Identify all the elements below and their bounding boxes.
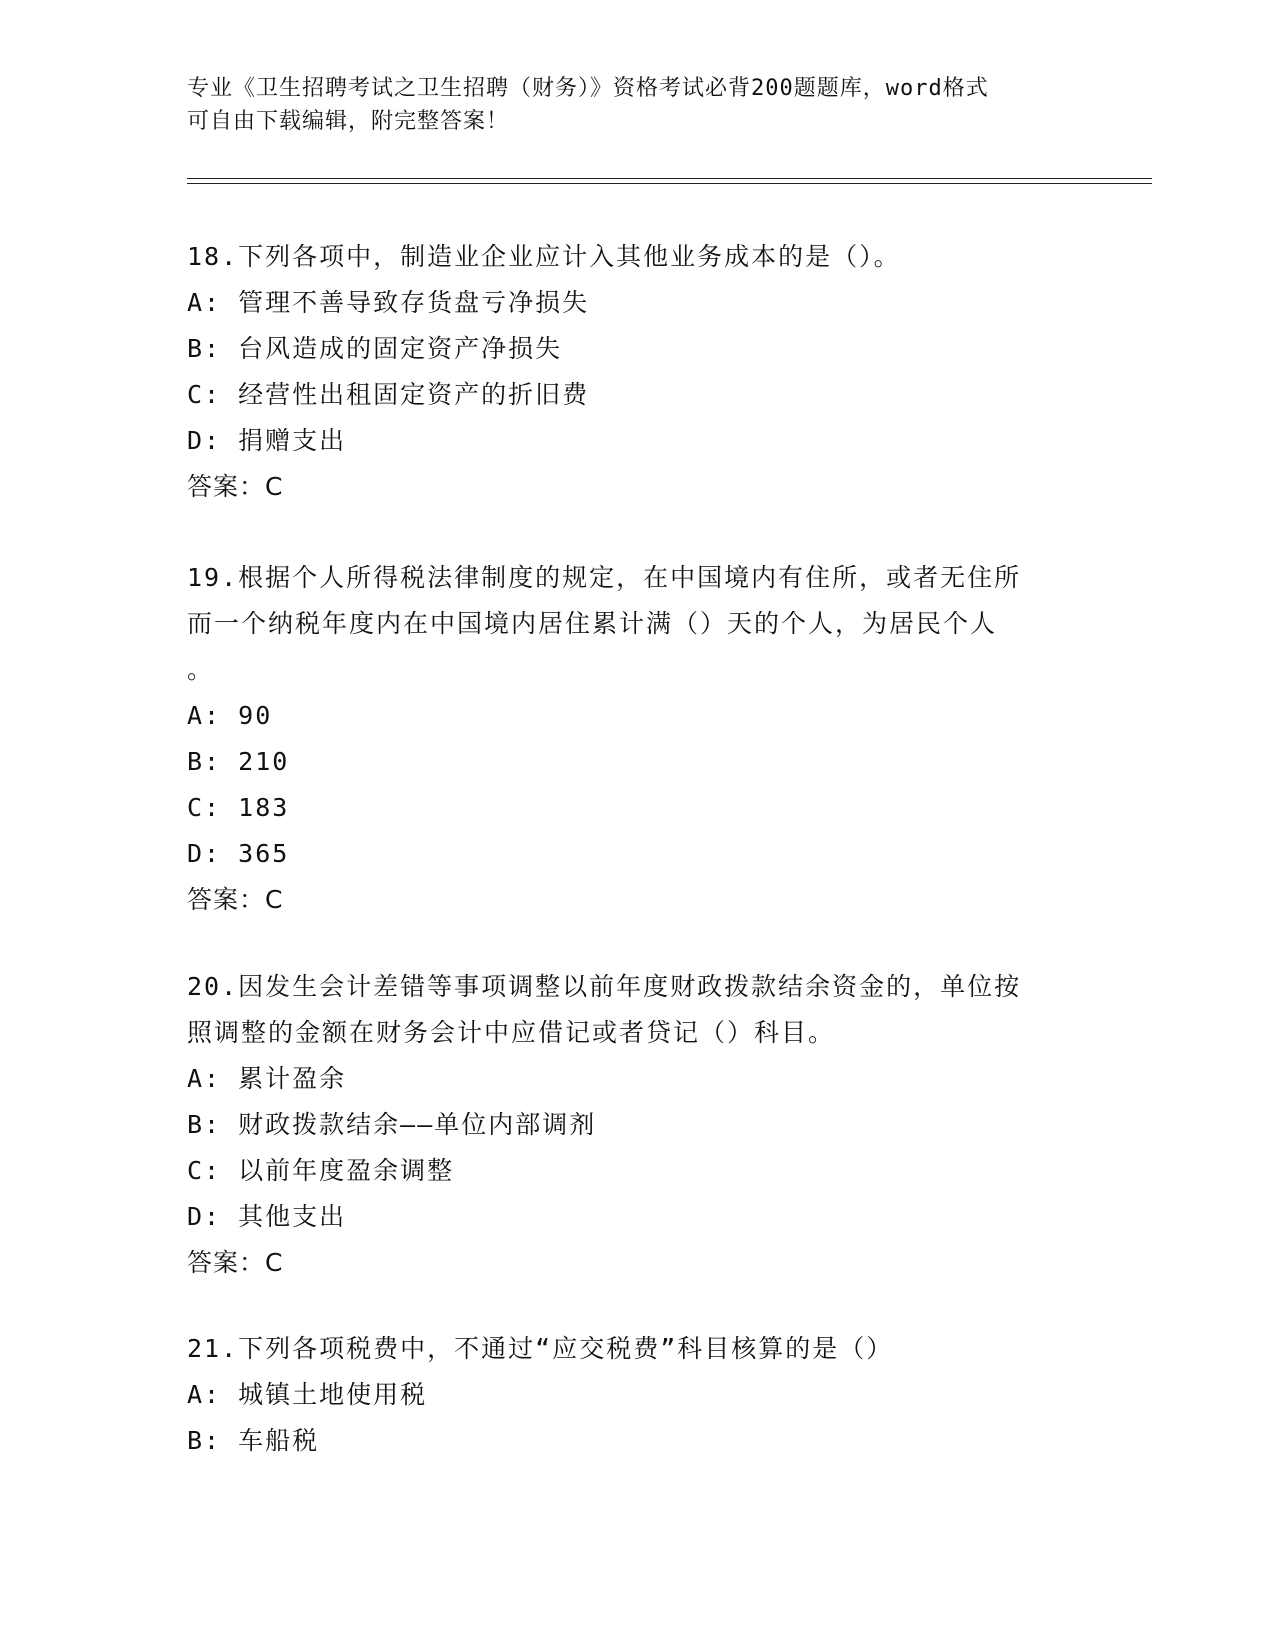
- document-header: [187, 72, 1067, 138]
- answer-line: 答案：C: [187, 472, 284, 501]
- question-stem: 照调整的金额在财务会计中应借记或者贷记（）科目。: [187, 1018, 836, 1047]
- question-stem: 21.下列各项税费中，不通过“应交税费”科目核算的是（）: [187, 1334, 894, 1363]
- question-stem: 。: [187, 655, 215, 684]
- option-a: A: 累计盈余: [187, 1064, 347, 1093]
- question-20: [187, 964, 1087, 1286]
- option-d: D: 其他支出: [187, 1202, 347, 1231]
- question-18: [187, 234, 1087, 510]
- question-19: [187, 555, 1087, 923]
- option-a: A: 城镇土地使用税: [187, 1380, 428, 1409]
- question-stem: 20.因发生会计差错等事项调整以前年度财政拨款结余资金的，单位按: [187, 972, 1022, 1001]
- answer-line: 答案：C: [187, 1248, 284, 1277]
- option-b: B: 台风造成的固定资产净损失: [187, 334, 563, 363]
- option-b: B: 车船税: [187, 1426, 320, 1455]
- question-21: [187, 1326, 1087, 1464]
- header-divider-top: [187, 178, 1152, 179]
- option-b: B: 210: [187, 747, 290, 776]
- option-d: D: 365: [187, 839, 290, 868]
- option-d: D: 捐赠支出: [187, 426, 347, 455]
- option-c: C: 经营性出租固定资产的折旧费: [187, 380, 590, 409]
- header-divider-bottom: [187, 183, 1152, 184]
- answer-line: 答案：C: [187, 885, 284, 914]
- question-stem: 而一个纳税年度内在中国境内居住累计满（）天的个人，为居民个人: [187, 609, 998, 638]
- option-c: C: 以前年度盈余调整: [187, 1156, 455, 1185]
- option-a: A: 90: [187, 701, 273, 730]
- option-a: A: 管理不善导致存货盘亏净损失: [187, 288, 590, 317]
- question-stem: 18.下列各项中，制造业企业应计入其他业务成本的是（）。: [187, 242, 901, 271]
- option-c: C: 183: [187, 793, 290, 822]
- header-line-1: 专业《卫生招聘考试之卫生招聘（财务）》资格考试必背200题题库，word格式: [187, 76, 989, 101]
- header-line-2: 可自由下载编辑，附完整答案！: [187, 109, 510, 134]
- question-stem: 19.根据个人所得税法律制度的规定，在中国境内有住所，或者无住所: [187, 563, 1022, 592]
- option-b: B: 财政拨款结余——单位内部调剂: [187, 1110, 597, 1139]
